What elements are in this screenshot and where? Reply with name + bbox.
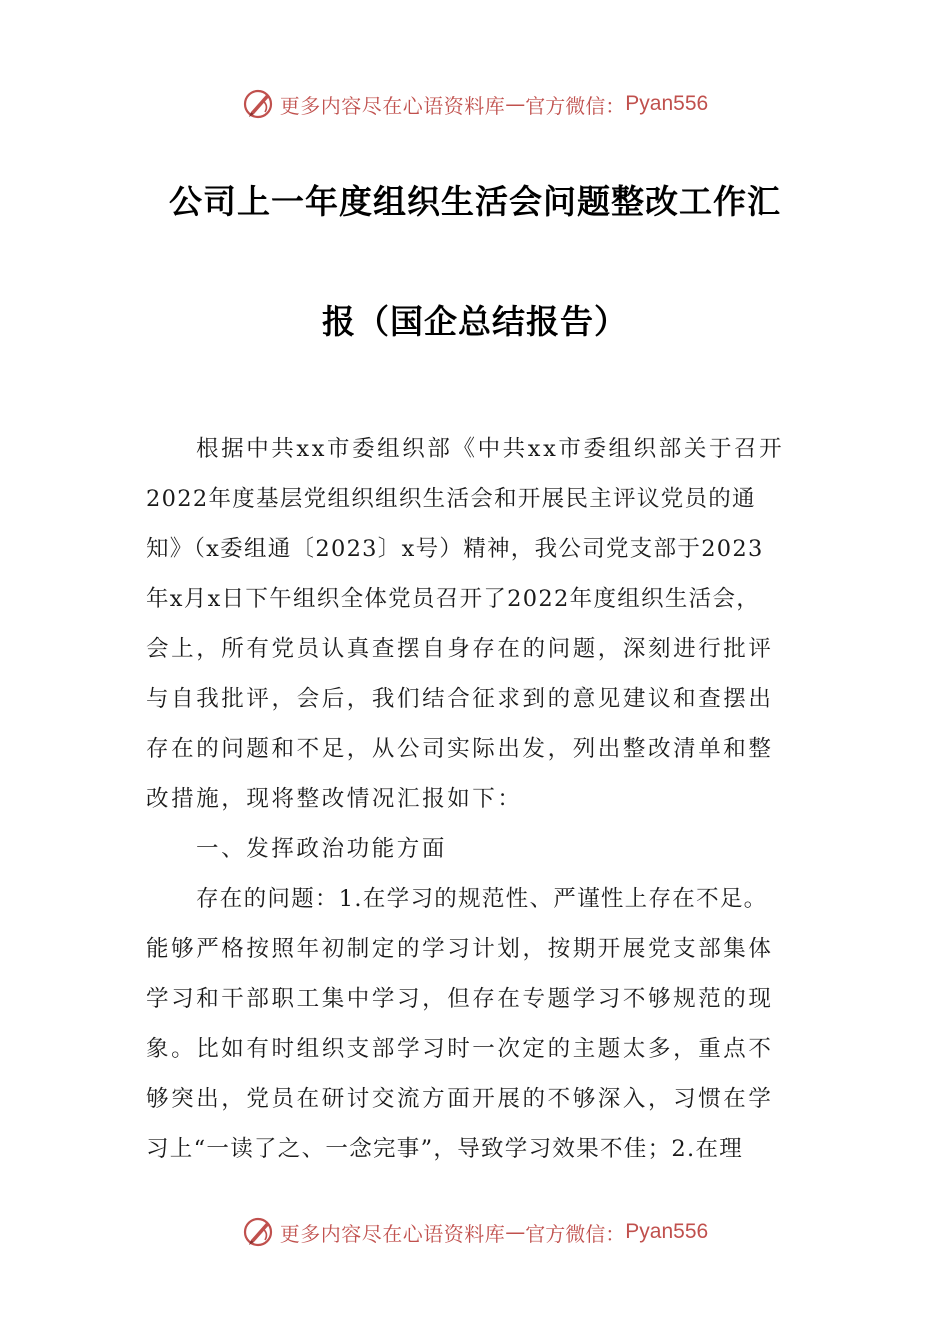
body-line: 存在的问题：1.在学习的规范性、严谨性上存在不足。	[196, 886, 768, 912]
watermark-text: 更多内容尽在心语资料库	[279, 93, 506, 118]
watermark-text: 更多内容尽在心语资料库	[279, 1221, 506, 1246]
watermark-wechat-id: Pyan556	[625, 92, 709, 115]
body-line: 会上，所有党员认真查摆自身存在的问题，深刻进行批评	[146, 636, 774, 662]
body-line: 够突出，党员在研讨交流方面开展的不够深入，习惯在学	[146, 1086, 774, 1112]
body-line: 根据中共xx市委组织部《中共xx市委组织部关于召开	[196, 436, 785, 462]
document-title-line-2: 报（国企总结报告）	[322, 302, 628, 341]
body-line: 能够严格按照年初制定的学习计划，按期开展党支部集体	[146, 936, 774, 962]
watermark-wechat-label: 官方微信：	[525, 1221, 626, 1246]
body-line: 2022年度基层党组织组织生活会和开展民主评议党员的通	[146, 486, 756, 512]
body-line: 与自我批评，会后，我们结合征求到的意见建议和查摆出	[146, 686, 774, 712]
body-line: 象。比如有时组织支部学习时一次定的主题太多，重点不	[146, 1036, 774, 1062]
body-line: 存在的问题和不足，从公司实际出发，列出整改清单和整	[146, 736, 774, 762]
watermark-wechat-label: 官方微信：	[525, 93, 626, 118]
pen-logo-icon	[242, 87, 276, 121]
watermark-wechat-id: Pyan556	[625, 1220, 709, 1243]
body-line: 年x月x日下午组织全体党员召开了2022年度组织生活会，	[146, 586, 761, 612]
document-body	[146, 424, 808, 1174]
watermark-banner-top	[0, 84, 950, 124]
section-heading: 一、发挥政治功能方面	[196, 836, 448, 862]
body-line: 习上“一读了之、一念完事”，导致学习效果不佳；2.在理	[146, 1136, 744, 1162]
body-line: 改措施，现将整改情况汇报如下：	[146, 786, 523, 812]
body-line: 学习和干部职工集中学习，但存在专题学习不够规范的现	[146, 986, 774, 1012]
watermark-separator: —	[505, 92, 526, 116]
watermark-separator: —	[505, 1220, 526, 1244]
pen-logo-icon	[242, 1215, 276, 1249]
document-title-line-1: 公司上一年度组织生活会问题整改工作汇	[169, 182, 781, 221]
body-line: 知》（x委组通〔2023〕x号）精神，我公司党支部于2023	[146, 536, 764, 562]
watermark-banner-bottom	[0, 1212, 950, 1252]
